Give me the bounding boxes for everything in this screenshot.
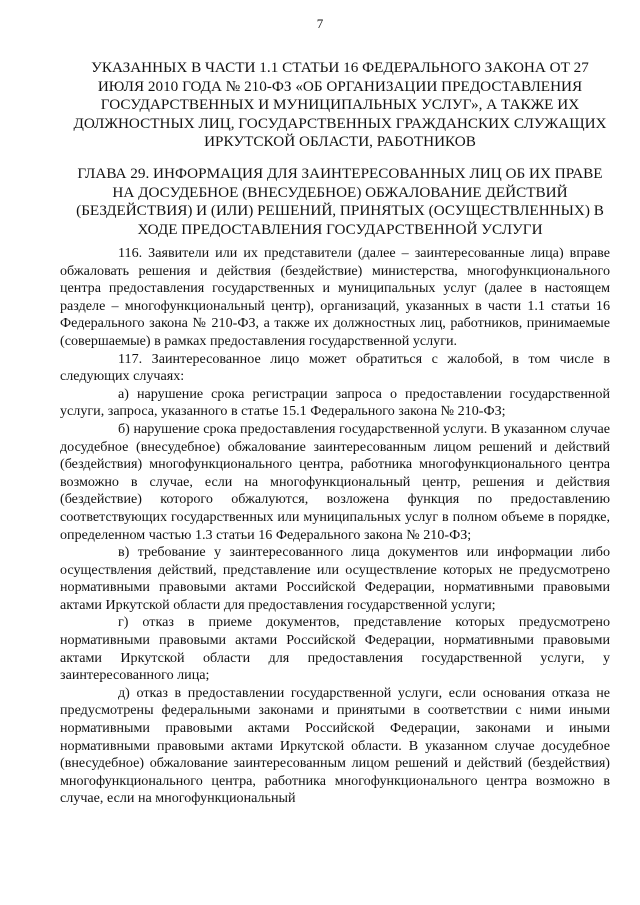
page-number: 7 xyxy=(316,16,324,31)
chapter-heading: ГЛАВА 29. ИНФОРМАЦИЯ ДЛЯ ЗАИНТЕРЕСОВАННЫХ ЛИЦ ОБ ИХ ПРАВЕ НА ДОСУДЕБНОЕ (ВНЕСУДЕБНОЕ) ОБЖАЛОВАНИЕ ДЕЙСТВИЙ (БЕЗДЕЙСТВИЯ) И (ИЛИ) РЕШЕНИЙ, ПРИНЯТЫХ (ОСУЩЕСТВЛЕННЫХ) В ХОДЕ ПРЕДОСТАВЛЕНИЯ ГОСУДАРСТВЕННОЙ УСЛУГИ xyxy=(76,165,604,238)
section-heading-continuation: УКАЗАННЫХ В ЧАСТИ 1.1 СТАТЬИ 16 ФЕДЕРАЛЬНОГО ЗАКОНА ОТ 27 ИЮЛЯ 2010 ГОДА № 210-ФЗ «ОБ ОРГАНИЗАЦИИ ПРЕДОСТАВЛЕНИЯ ГОСУДАРСТВЕННЫХ И МУНИЦИПАЛЬНЫХ УСЛУГ», А ТАКЖЕ ИХ ДОЛЖНОСТНЫХ ЛИЦ, ГОСУДАРСТВЕННЫХ ГРАЖДАНСКИХ СЛУЖАЩИХ ИРКУТСКОЙ ОБЛАСТИ, РАБОТНИКОВ xyxy=(73,59,607,151)
list-item-d: д) отказ в предоставлении государственной услуги, если основания отказа не предусмотрены федеральными законами и принятыми в соответствии с ними иными нормативными правовыми актами Российской Федерации, законами и иными нормативными правовыми актами Иркутской области. В указанном случае досудебное (внесудебное) обжалование заинтересованным лицом решений и действий (бездействия) многофункционального центра, работника многофункционального центра возможно в случае, если на многофункциональный xyxy=(60,684,610,807)
paragraph-116: 116. Заявители или их представители (далее – заинтересованные лица) вправе обжаловать решения и действия (бездействие) министерства, многофункционального центра предоставления государственных и муниципальных услуг (далее в настоящем разделе – многофункциональный центр), организаций, указанных в части 1.1 статьи 16 Федерального закона № 210-ФЗ, а также их должностных лиц, работников, принимаемые (совершаемые) в рамках предоставления государственной услуги. xyxy=(60,245,610,349)
list-item-a: а) нарушение срока регистрации запроса о предоставлении государственной услуги, запроса, указанного в статье 15.1 Федерального закона № 210-ФЗ; xyxy=(60,385,610,420)
body-text xyxy=(60,245,610,808)
list-item-g: г) отказ в приеме документов, представление которых предусмотрено нормативными правовыми актами Российской Федерации, нормативными правовыми актами Иркутской области для предоставления государственной услуги, у заинтересованного лица; xyxy=(60,614,610,684)
list-item-v: в) требование у заинтересованного лица документов или информации либо осуществления действий, представление или осуществление которых не предусмотрено нормативными правовыми актами Российской Федерации, нормативными правовыми актами Иркутской области для предоставления государственной услуги; xyxy=(60,544,610,613)
list-item-b: б) нарушение срока предоставления государственной услуги. В указанном случае досудебное (внесудебное) обжалование заинтересованным лицом решений и действий (бездействия) многофункционального центра, работника многофункционального центра возможно в случае, если на многофункциональный центр, решения и действия (бездействие) которого обжалуются, возложена функция по предоставлению соответствующих государственных или муниципальных услуг в полном объеме в порядке, определенном частью 1.3 статьи 16 Федерального закона № 210-ФЗ; xyxy=(60,420,610,543)
paragraph-117: 117. Заинтересованное лицо может обратиться с жалобой, в том числе в следующих случаях: xyxy=(60,350,610,385)
